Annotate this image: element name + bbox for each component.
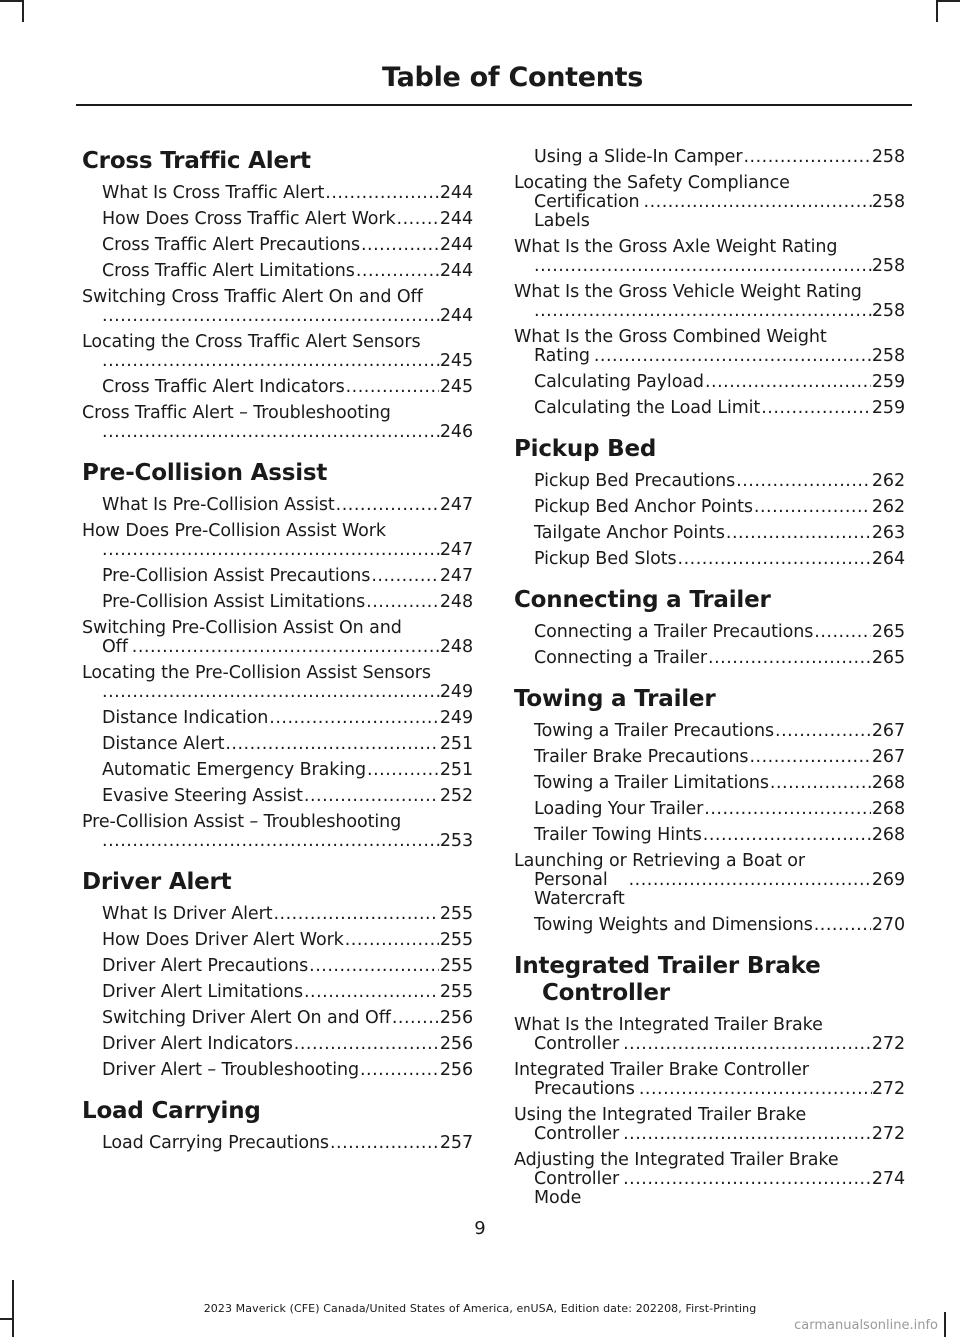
dot-leader: [330, 1134, 439, 1153]
section-heading: Driver Alert: [82, 869, 232, 895]
dot-leader: [704, 800, 871, 819]
entry-page-number: 262: [871, 471, 905, 491]
dot-leader: [639, 1080, 872, 1099]
entry-label: Trailer Brake Precautions: [534, 747, 749, 767]
entry-label-continuation: Certification Labels: [534, 192, 640, 231]
toc-entry[interactable]: [82, 1035, 473, 1054]
entry-label: What Is the Gross Vehicle Weight Rating: [514, 282, 862, 302]
toc-entry[interactable]: [82, 1061, 473, 1080]
toc-section: [82, 869, 473, 1080]
toc-entry[interactable]: [514, 373, 905, 392]
edition-footer: 2023 Maverick (CFE) Canada/United States of America, enUSA, Edition date: 202208, First-Printing: [203, 1302, 757, 1315]
entry-label-continuation: Controller: [534, 1034, 620, 1054]
entry-page-number: 248: [439, 637, 473, 657]
entry-label: Using a Slide-In Camper: [534, 147, 743, 167]
entry-page-number: 272: [871, 1124, 905, 1144]
entry-page-number: 244: [439, 261, 473, 281]
toc-entry[interactable]: [82, 709, 473, 728]
toc-entry[interactable]: [82, 404, 473, 442]
entry-page-number: 258: [871, 301, 905, 321]
toc-entry[interactable]: [82, 1134, 473, 1153]
dot-leader: [770, 774, 871, 793]
toc-entry[interactable]: [514, 283, 905, 321]
entry-label: How Does Driver Alert Work: [102, 930, 344, 950]
entry-label-continuation: Controller: [534, 1124, 620, 1144]
entry-page-number: 251: [439, 760, 473, 780]
toc-entry[interactable]: [514, 826, 905, 845]
dot-leader: [273, 905, 438, 924]
watermark: carmanualsonline.info: [794, 1318, 938, 1333]
entry-page-number: 272: [871, 1034, 905, 1054]
dot-leader: [708, 649, 871, 668]
entry-label: Driver Alert – Troubleshooting: [102, 1060, 359, 1080]
entry-label: Switching Pre-Collision Assist On and: [82, 618, 402, 638]
entry-page-number: 244: [439, 235, 473, 255]
crop-mark-top-left-vertical: [22, 0, 24, 22]
entry-page-number: 268: [871, 825, 905, 845]
crop-mark-bottom-left: [0, 1318, 12, 1320]
dot-leader: [534, 302, 872, 321]
entry-page-number: 258: [871, 256, 905, 276]
entry-label-continuation: Rating: [534, 346, 590, 366]
entry-label: Driver Alert Indicators: [102, 1034, 293, 1054]
dot-leader: [360, 1061, 439, 1080]
dot-leader: [623, 1035, 872, 1054]
dot-leader: [367, 761, 439, 780]
toc-entry[interactable]: [514, 174, 905, 231]
entry-page-number: 258: [871, 147, 905, 167]
dot-leader: [754, 498, 871, 517]
dot-leader: [594, 347, 872, 366]
entry-page-number: 262: [871, 497, 905, 517]
toc-section: [514, 436, 905, 569]
toc-entry[interactable]: [514, 148, 905, 167]
toc-entry[interactable]: [82, 262, 473, 281]
entry-label: Pre-Collision Assist Limitations: [102, 592, 366, 612]
entry-page-number: 268: [871, 799, 905, 819]
entry-label: Driver Alert Limitations: [102, 982, 303, 1002]
entry-page-number: 251: [439, 734, 473, 754]
toc-entry[interactable]: [514, 550, 905, 569]
entry-page-number: 270: [871, 915, 905, 935]
entry-label: Towing a Trailer Precautions: [534, 721, 775, 741]
toc-entry[interactable]: [514, 916, 905, 935]
entry-continuation: [102, 307, 473, 326]
entry-page-number: 269: [871, 870, 905, 890]
toc-entry[interactable]: [514, 472, 905, 491]
toc-entry[interactable]: [82, 378, 473, 397]
entry-page-number: 255: [439, 982, 473, 1002]
section-heading: Connecting a Trailer: [514, 587, 771, 613]
toc-entry[interactable]: [82, 761, 473, 780]
entry-label-continuation: Precautions: [534, 1079, 635, 1099]
entry-label: Pickup Bed Anchor Points: [534, 497, 753, 517]
toc-entry[interactable]: [514, 1151, 905, 1208]
toc-entry[interactable]: [82, 210, 473, 229]
entry-label: Locating the Pre-Collision Assist Sensors: [82, 663, 431, 683]
entry-continuation: [534, 257, 905, 276]
dot-leader: [102, 832, 440, 851]
entry-page-number: 274: [871, 1169, 905, 1189]
dot-leader: [336, 496, 439, 515]
entry-label: Cross Traffic Alert Indicators: [102, 377, 345, 397]
toc-entry[interactable]: [82, 813, 473, 851]
entry-continuation: [102, 352, 473, 371]
dot-leader: [761, 399, 871, 418]
toc-entry[interactable]: [82, 288, 473, 326]
toc-entry[interactable]: [82, 496, 473, 515]
entry-page-number: 244: [439, 209, 473, 229]
entry-label: Trailer Towing Hints: [534, 825, 702, 845]
entry-label: Cross Traffic Alert Limitations: [102, 261, 355, 281]
dot-leader: [743, 148, 870, 167]
toc-entry[interactable]: [82, 983, 473, 1002]
entry-page-number: 249: [439, 708, 473, 728]
toc-entry[interactable]: [82, 905, 473, 924]
entry-label: Driver Alert Precautions: [102, 956, 309, 976]
dot-leader: [814, 916, 871, 935]
crop-mark-bottom-right-vertical: [944, 1312, 946, 1337]
toc-entry[interactable]: [82, 735, 473, 754]
dot-leader: [534, 257, 872, 276]
dot-leader: [644, 193, 872, 212]
toc-entry[interactable]: [514, 399, 905, 418]
toc-entry[interactable]: [82, 957, 473, 976]
toc-entry[interactable]: [82, 567, 473, 586]
dot-leader: [225, 735, 439, 754]
toc-section: [82, 148, 473, 442]
dot-leader: [356, 262, 439, 281]
toc-left-column: [82, 144, 473, 1171]
toc-entry[interactable]: [514, 623, 905, 642]
dot-leader: [629, 871, 872, 890]
entry-page-number: 246: [439, 422, 473, 442]
dot-leader: [814, 623, 871, 642]
dot-leader: [102, 307, 440, 326]
entry-page-number: 256: [439, 1034, 473, 1054]
entry-label: What Is the Gross Combined Weight: [514, 327, 827, 347]
entry-continuation: [534, 347, 905, 366]
toc-entry[interactable]: [514, 1106, 905, 1144]
dot-leader: [623, 1125, 872, 1144]
toc-entry[interactable]: [514, 498, 905, 517]
entry-label: Tailgate Anchor Points: [534, 523, 725, 543]
toc-entry[interactable]: [514, 800, 905, 819]
header-divider: [76, 104, 912, 106]
entry-continuation: [534, 1035, 905, 1054]
toc-section: [514, 148, 905, 418]
entry-label: Automatic Emergency Braking: [102, 760, 366, 780]
dot-leader: [361, 236, 439, 255]
entry-page-number: 265: [871, 648, 905, 668]
page-title: Table of Contents: [382, 62, 644, 93]
entry-label: How Does Pre-Collision Assist Work: [82, 521, 386, 541]
entry-label: Connecting a Trailer: [534, 648, 707, 668]
dot-leader: [345, 931, 439, 950]
entry-label: What Is Cross Traffic Alert: [102, 183, 325, 203]
entry-continuation: [534, 1170, 905, 1208]
entry-label: Using the Integrated Trailer Brake: [514, 1105, 807, 1125]
dot-leader: [736, 472, 871, 491]
entry-label: Loading Your Trailer: [534, 799, 704, 819]
dot-leader: [102, 352, 440, 371]
entry-page-number: 256: [439, 1060, 473, 1080]
entry-page-number: 249: [439, 682, 473, 702]
section-heading: Pre-Collision Assist: [82, 460, 328, 486]
entry-continuation: [102, 832, 473, 851]
section-heading: Pickup Bed: [514, 436, 657, 462]
crop-mark-top-right-vertical: [936, 0, 938, 22]
entry-label: Switching Driver Alert On and Off: [102, 1008, 391, 1028]
dot-leader: [623, 1170, 872, 1189]
entry-label: Calculating Payload: [534, 372, 704, 392]
entry-label: Calculating the Load Limit: [534, 398, 761, 418]
dot-leader: [366, 593, 439, 612]
entry-label-continuation: Controller Mode: [534, 1169, 620, 1208]
entry-label: Cross Traffic Alert Precautions: [102, 235, 360, 255]
toc-entry[interactable]: [514, 328, 905, 366]
entry-label-continuation: Personal Watercraft: [534, 870, 625, 909]
dot-leader: [392, 1009, 439, 1028]
entry-label: Towing Weights and Dimensions: [534, 915, 813, 935]
entry-label: Pre-Collision Assist – Troubleshooting: [82, 812, 402, 832]
toc-entry[interactable]: [514, 649, 905, 668]
entry-page-number: 255: [439, 956, 473, 976]
entry-page-number: 272: [871, 1079, 905, 1099]
entry-page-number: 267: [871, 747, 905, 767]
entry-page-number: 258: [871, 346, 905, 366]
entry-page-number: 247: [439, 566, 473, 586]
dot-leader: [269, 709, 439, 728]
toc-entry[interactable]: [82, 1009, 473, 1028]
dot-leader: [346, 378, 439, 397]
crop-mark-top-right: [936, 0, 960, 2]
dot-leader: [371, 567, 439, 586]
toc-entry[interactable]: [514, 722, 905, 741]
entry-page-number: 248: [439, 592, 473, 612]
dot-leader: [749, 748, 870, 767]
entry-page-number: 259: [871, 398, 905, 418]
toc-entry[interactable]: [514, 748, 905, 767]
entry-label: Integrated Trailer Brake Controller: [514, 1060, 809, 1080]
dot-leader: [325, 184, 439, 203]
entry-continuation: [102, 423, 473, 442]
entry-continuation: [534, 1080, 905, 1099]
toc-entry[interactable]: [514, 1016, 905, 1054]
entry-page-number: 259: [871, 372, 905, 392]
toc-entry[interactable]: [82, 522, 473, 560]
entry-page-number: 245: [439, 377, 473, 397]
dot-leader: [102, 683, 440, 702]
crop-mark-top-left: [0, 0, 24, 2]
page-number: 9: [474, 1218, 486, 1239]
entry-continuation: [534, 193, 905, 231]
toc-entry[interactable]: [514, 774, 905, 793]
toc-section: [514, 686, 905, 935]
toc-entry[interactable]: [82, 931, 473, 950]
entry-continuation: [534, 302, 905, 321]
entry-page-number: 245: [439, 351, 473, 371]
dot-leader: [294, 1035, 439, 1054]
entry-page-number: 268: [871, 773, 905, 793]
dot-leader: [102, 541, 440, 560]
toc-section: [82, 1098, 473, 1153]
toc-entry[interactable]: [514, 238, 905, 276]
dot-leader: [397, 210, 439, 229]
toc-entry[interactable]: [514, 524, 905, 543]
entry-continuation: [534, 1125, 905, 1144]
entry-label: Switching Cross Traffic Alert On and Off: [82, 287, 423, 307]
dot-leader: [132, 638, 440, 657]
entry-label: Pickup Bed Precautions: [534, 471, 736, 491]
entry-label: Distance Alert: [102, 734, 225, 754]
entry-label: Cross Traffic Alert – Troubleshooting: [82, 403, 391, 423]
entry-page-number: 257: [439, 1133, 473, 1153]
entry-label: Pre-Collision Assist Precautions: [102, 566, 371, 586]
entry-label: What Is Driver Alert: [102, 904, 273, 924]
dot-leader: [726, 524, 871, 543]
entry-page-number: 264: [871, 549, 905, 569]
entry-label: Adjusting the Integrated Trailer Brake: [514, 1150, 839, 1170]
entry-page-number: 244: [439, 183, 473, 203]
entry-label: How Does Cross Traffic Alert Work: [102, 209, 396, 229]
section-heading: Cross Traffic Alert: [82, 148, 311, 174]
entry-label: Evasive Steering Assist: [102, 786, 303, 806]
dot-leader: [705, 373, 871, 392]
entry-label: Pickup Bed Slots: [534, 549, 677, 569]
toc-section: [514, 587, 905, 668]
entry-page-number: 265: [871, 622, 905, 642]
dot-leader: [775, 722, 871, 741]
entry-page-number: 256: [439, 1008, 473, 1028]
toc-entry[interactable]: [514, 1061, 905, 1099]
toc-section: [514, 953, 905, 1208]
toc-entry[interactable]: [82, 184, 473, 203]
entry-page-number: 267: [871, 721, 905, 741]
entry-page-number: 247: [439, 540, 473, 560]
dot-leader: [102, 423, 440, 442]
toc-right-column: [514, 148, 905, 1226]
entry-page-number: 252: [439, 786, 473, 806]
entry-label: What Is the Integrated Trailer Brake: [514, 1015, 823, 1035]
entry-continuation: [102, 541, 473, 560]
entry-label: What Is Pre-Collision Assist: [102, 495, 335, 515]
entry-continuation: [534, 871, 905, 909]
dot-leader: [304, 787, 439, 806]
toc-entry[interactable]: [514, 852, 905, 909]
toc-entry[interactable]: [82, 333, 473, 371]
toc-entry[interactable]: [82, 619, 473, 657]
entry-label: Distance Indication: [102, 708, 269, 728]
entry-label: Towing a Trailer Limitations: [534, 773, 769, 793]
section-heading: Load Carrying: [82, 1098, 261, 1124]
dot-leader: [309, 957, 439, 976]
toc-entry[interactable]: [82, 593, 473, 612]
entry-page-number: 244: [439, 306, 473, 326]
entry-label: Launching or Retrieving a Boat or: [514, 851, 806, 871]
toc-section: [82, 460, 473, 851]
entry-label: What Is the Gross Axle Weight Rating: [514, 237, 838, 257]
entry-label: Locating the Safety Compliance: [514, 173, 790, 193]
section-heading: Towing a Trailer: [514, 686, 716, 712]
toc-entry[interactable]: [82, 236, 473, 255]
entry-label: Connecting a Trailer Precautions: [534, 622, 814, 642]
entry-label-continuation: Off: [102, 637, 128, 657]
entry-page-number: 263: [871, 523, 905, 543]
entry-page-number: 255: [439, 904, 473, 924]
section-heading: Integrated Trailer Brake Controller: [514, 953, 821, 1006]
entry-page-number: 255: [439, 930, 473, 950]
dot-leader: [678, 550, 871, 569]
entry-page-number: 258: [871, 192, 905, 212]
entry-label: Locating the Cross Traffic Alert Sensors: [82, 332, 421, 352]
entry-page-number: 247: [439, 495, 473, 515]
entry-label: Load Carrying Precautions: [102, 1133, 329, 1153]
dot-leader: [703, 826, 871, 845]
entry-continuation: [102, 638, 473, 657]
toc-entry[interactable]: [82, 787, 473, 806]
entry-page-number: 253: [439, 831, 473, 851]
entry-continuation: [102, 683, 473, 702]
toc-entry[interactable]: [82, 664, 473, 702]
dot-leader: [304, 983, 439, 1002]
